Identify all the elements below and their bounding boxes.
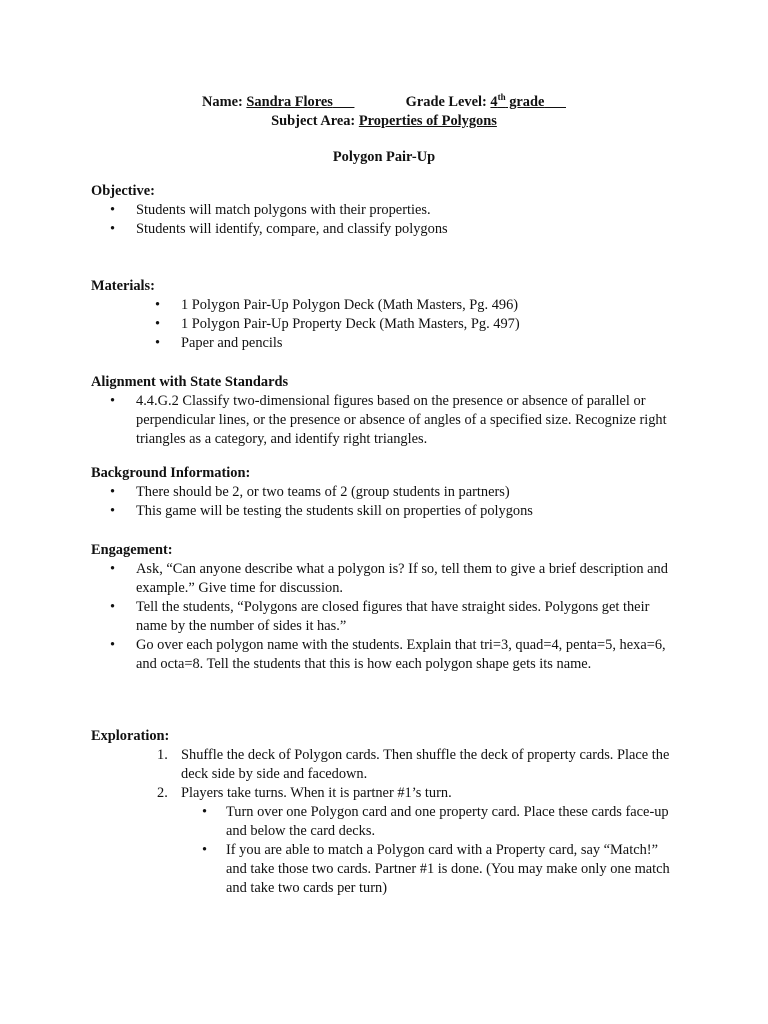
background-heading: Background Information: bbox=[91, 465, 251, 481]
materials-heading: Materials: bbox=[91, 278, 155, 294]
step-text: Players take turns. When it is partner #1’s turn. bbox=[181, 785, 452, 801]
engagement-section bbox=[91, 541, 681, 674]
exploration-sublist bbox=[181, 803, 681, 898]
engagement-heading: Engagement: bbox=[91, 542, 173, 558]
background-list bbox=[91, 483, 681, 521]
objective-item: • Students will identify, compare, and classify polygons bbox=[136, 220, 681, 239]
alignment-item: • 4.4.G.2 Classify two-dimensional figures based on the presence or absence of parallel or perpendicular lines, or the presence or absence of angles of a specified size. Recognize right triangles as a category, and identify right triangles. bbox=[136, 392, 681, 449]
step-text: Shuffle the deck of Polygon cards. Then shuffle the deck of property cards. Place the deck side by side and facedown. bbox=[181, 747, 670, 782]
subject-value: Properties of Polygons bbox=[358, 113, 497, 129]
objective-list bbox=[91, 201, 681, 239]
background-item: • This game will be testing the students skill on properties of polygons bbox=[136, 502, 681, 521]
step-number: 1. bbox=[157, 747, 168, 763]
exploration-step bbox=[157, 784, 681, 898]
engagement-item: • Tell the students, “Polygons are closed figures that have straight sides. Polygons get their name by the number of sides it has.” bbox=[136, 598, 681, 636]
alignment-list bbox=[91, 392, 681, 449]
objective-item: • Students will match polygons with their properties. bbox=[136, 201, 681, 220]
objective-section bbox=[91, 182, 681, 239]
exploration-steps bbox=[91, 746, 681, 898]
materials-item: • 1 Polygon Pair-Up Property Deck (Math Masters, Pg. 497) bbox=[181, 315, 681, 334]
name-value: Sandra Flores bbox=[246, 94, 333, 110]
name-label: Name: bbox=[202, 94, 243, 110]
materials-list bbox=[91, 296, 681, 353]
alignment-section bbox=[91, 373, 681, 449]
exploration-step bbox=[157, 746, 681, 784]
exploration-subitem: • Turn over one Polygon card and one property card. Place these cards face-up and below the card decks. bbox=[226, 803, 681, 841]
exploration-section bbox=[91, 727, 681, 898]
engagement-item: • Ask, “Can anyone describe what a polygon is? If so, tell them to give a brief description and example.” Give time for discussion. bbox=[136, 560, 681, 598]
header-line-1 bbox=[0, 93, 768, 112]
materials-item: • Paper and pencils bbox=[181, 334, 681, 353]
objective-heading: Objective: bbox=[91, 183, 155, 199]
exploration-subitem: • If you are able to match a Polygon card with a Property card, say “Match!” and take those two cards. Partner #1 is done. (You may make only one match and take two cards per turn) bbox=[226, 841, 681, 898]
background-item: • There should be 2, or two teams of 2 (group students in partners) bbox=[136, 483, 681, 502]
exploration-heading: Exploration: bbox=[91, 728, 170, 744]
engagement-list bbox=[91, 560, 681, 674]
subject-label: Subject Area: bbox=[271, 113, 356, 129]
grade-value: 4th grade bbox=[490, 92, 545, 110]
grade-label: Grade Level: bbox=[405, 94, 487, 110]
lesson-title: Polygon Pair-Up bbox=[332, 149, 436, 165]
materials-item: • 1 Polygon Pair-Up Polygon Deck (Math Masters, Pg. 496) bbox=[181, 296, 681, 315]
alignment-heading: Alignment with State Standards bbox=[91, 374, 289, 390]
step-number: 2. bbox=[157, 785, 168, 801]
engagement-item: • Go over each polygon name with the students. Explain that tri=3, quad=4, penta=5, hexa=6, and octa=8. Tell the students that this is how each polygon shape gets its name. bbox=[136, 636, 681, 674]
materials-section bbox=[91, 277, 681, 353]
background-section bbox=[91, 464, 681, 521]
header-line-2 bbox=[0, 112, 768, 131]
